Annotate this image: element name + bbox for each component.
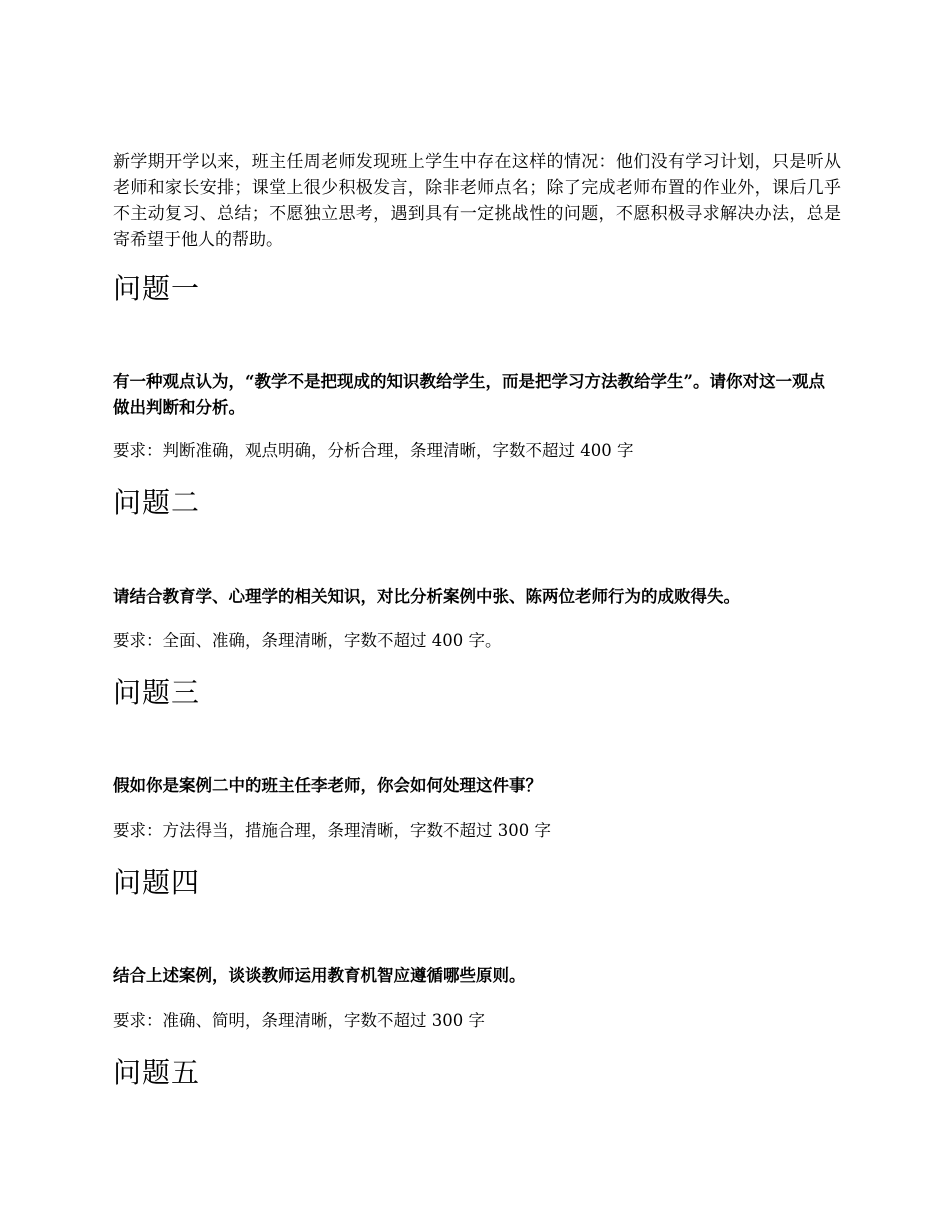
question-3-text: 假如你是案例二中的班主任李老师，你会如何处理这件事？ xyxy=(113,776,542,795)
question-1-text: 有一种观点认为，“教学不是把现成的知识教给学生，而是把学习方法教给学生”。请你对这一观点做出判断和分析。 xyxy=(113,372,825,417)
question-4-heading: 问题四 xyxy=(113,866,201,899)
question-3-heading: 问题三 xyxy=(113,676,201,709)
question-4-requirement: 要求：准确、简明，条理清晰，字数不超过 300 字 xyxy=(113,1011,485,1030)
question-2-heading: 问题二 xyxy=(113,486,201,519)
question-4-text: 结合上述案例，谈谈教师运用教育机智应遵循哪些原则。 xyxy=(113,966,526,985)
question-1-requirement: 要求：判断准确，观点明确，分析合理，条理清晰，字数不超过 400 字 xyxy=(113,441,634,460)
question-5-heading: 问题五 xyxy=(113,1056,201,1089)
question-2-text: 请结合教育学、心理学的相关知识，对比分析案例中张、陈两位老师行为的成败得失。 xyxy=(113,587,740,606)
question-1-heading: 问题一 xyxy=(113,272,201,305)
question-2-requirement: 要求：全面、准确，条理清晰，字数不超过 400 字。 xyxy=(113,631,502,650)
question-3-requirement: 要求：方法得当，措施合理，条理清晰，字数不超过 300 字 xyxy=(113,821,551,840)
intro-paragraph: 新学期开学以来，班主任周老师发现班上学生中存在这样的情况：他们没有学习计划，只是听从老师和家长安排；课堂上很少积极发言，除非老师点名；除了完成老师布置的作业外，课后几乎不主动复习、总结；不愿独立思考，遇到具有一定挑战性的问题，不愿积极寻求解决办法，总是寄希望于他人的帮助。 xyxy=(113,152,841,250)
